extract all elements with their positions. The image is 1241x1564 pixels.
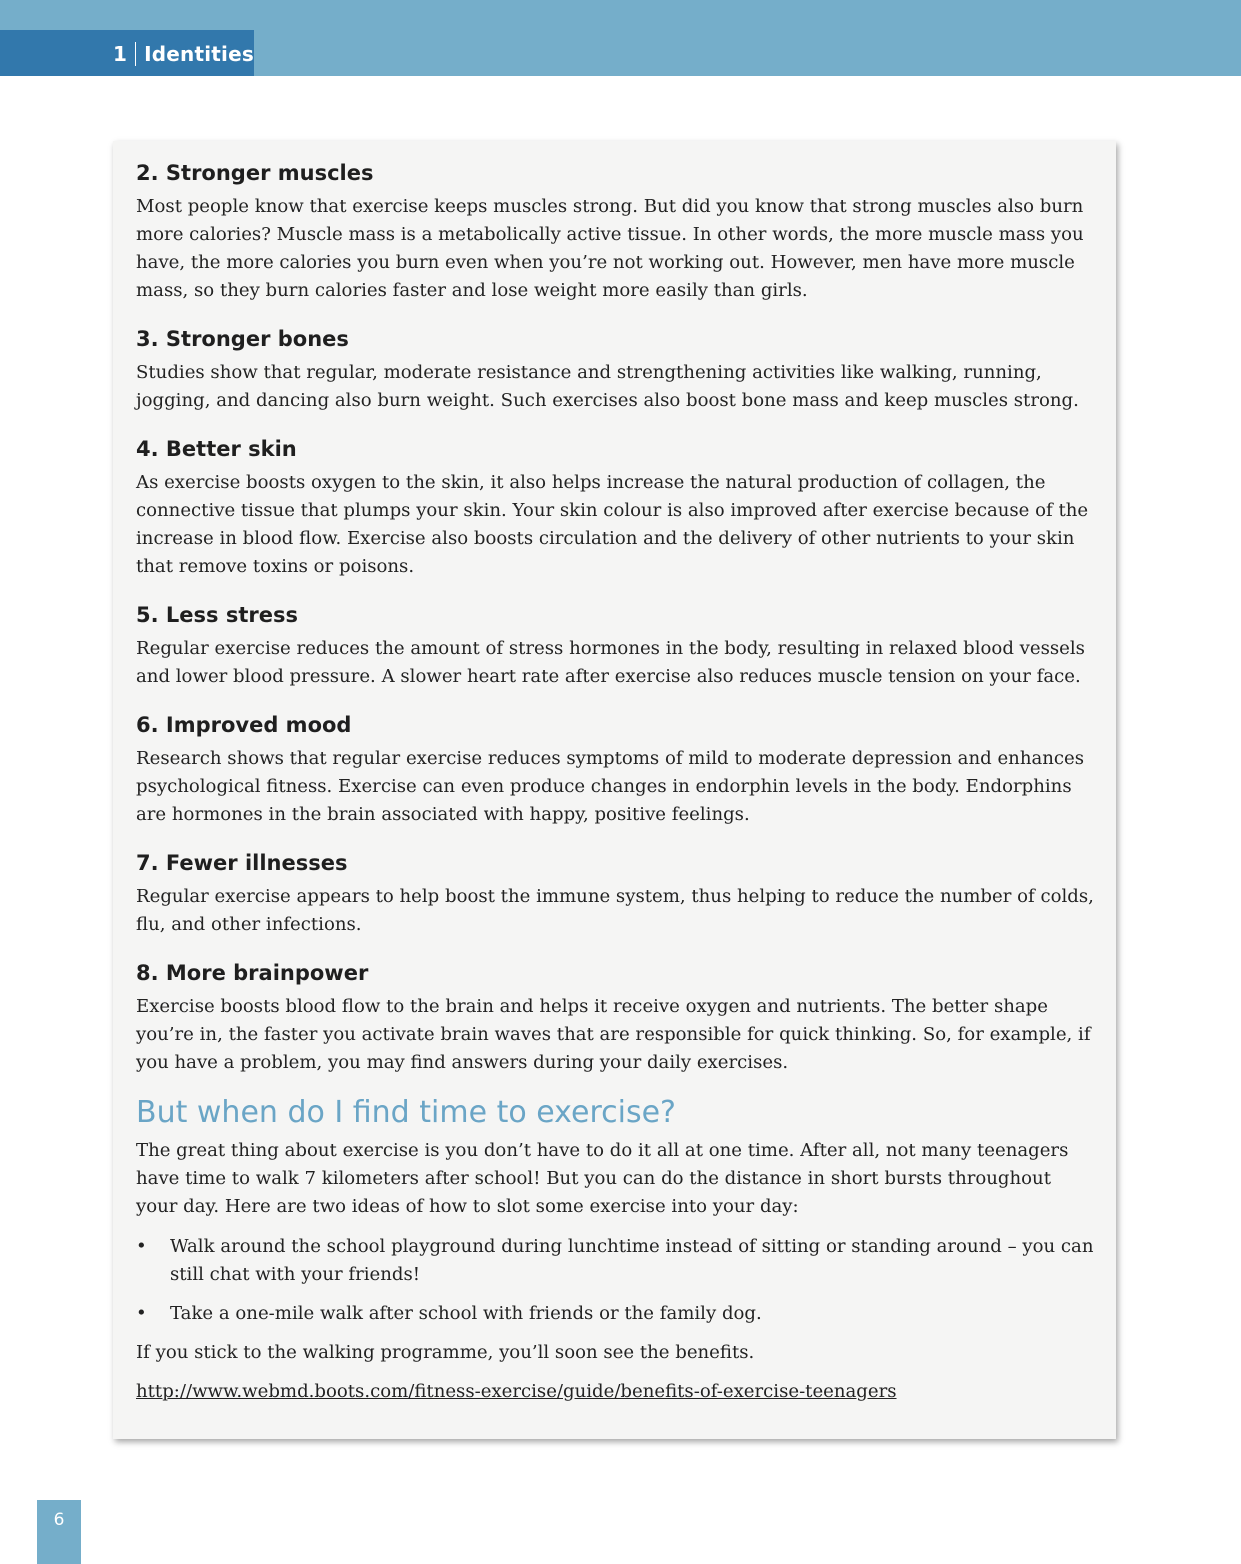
section-heading: 2. Stronger muscles <box>136 161 374 185</box>
section-improved-mood <box>136 709 1096 829</box>
bullet-icon: • <box>136 1303 147 1324</box>
section-heading: 3. Stronger bones <box>136 327 349 351</box>
exercise-ideas-list <box>136 1233 1096 1328</box>
section-body: Regular exercise reduces the amount of stress hormones in the body, resulting in relaxed blood vessels and lower blood pressure. A slower heart rate after exercise also reduces muscle tension on your face. <box>136 638 1085 687</box>
page-number: 6 <box>53 1510 65 1530</box>
section-less-stress <box>136 599 1096 691</box>
section-body: Exercise boosts blood flow to the brain and helps it receive oxygen and nutrients. The better shape you’re in, the faster you activate brain waves that are responsible for quick thinking. So, for example, if you have a problem, you may find answers during your daily exercises. <box>136 996 1091 1073</box>
content-card <box>113 141 1116 1439</box>
time-section-intro: The great thing about exercise is you don’t have to do it all at one time. After all, not many teenagers have time to walk 7 kilometers after school! But you can do the distance in short bursts throughout your day. Here are two ideas of how to slot some exercise into your day: <box>136 1140 1069 1217</box>
section-body: Regular exercise appears to help boost the immune system, thus helping to reduce the number of colds, flu, and other infections. <box>136 886 1094 935</box>
section-heading: 4. Better skin <box>136 437 297 461</box>
time-section-outro: If you stick to the walking programme, you’ll soon see the benefits. <box>136 1342 755 1363</box>
section-body: Research shows that regular exercise reduces symptoms of mild to moderate depression and enhances psychological fitness. Exercise can even produce changes in endorphin levels in the body. Endorphins are hormones in the brain associated with happy, positive feelings. <box>136 748 1085 825</box>
section-heading: 7. Fewer illnesses <box>136 851 348 875</box>
section-stronger-muscles <box>136 157 1096 305</box>
list-item <box>136 1233 1096 1289</box>
chapter-title: Identities <box>144 42 254 66</box>
source-link[interactable]: http://www.webmd.boots.com/fitness-exercise/guide/benefits-of-exercise-teenagers <box>136 1381 897 1402</box>
section-body: As exercise boosts oxygen to the skin, it also helps increase the natural production of collagen, the connective tissue that plumps your skin. Your skin colour is also improved after exercise because of the increase in blood flow. Exercise also boosts circulation and the delivery of other nutrients to your skin that remove toxins or poisons. <box>136 472 1089 577</box>
section-heading: 5. Less stress <box>136 603 298 627</box>
section-body: Most people know that exercise keeps muscles strong. But did you know that strong muscles also burn more calories? Muscle mass is a metabolically active tissue. In other words, the more muscle mass you have, the more calories you burn even when you’re not working out. However, men have more muscle mass, so they burn calories faster and lose weight more easily than girls. <box>136 196 1084 301</box>
section-body: Studies show that regular, moderate resistance and strengthening activities like walking, running, jogging, and dancing also burn weight. Such exercises also boost bone mass and keep muscles strong. <box>136 362 1079 411</box>
section-better-skin <box>136 433 1096 581</box>
list-item-text: Take a one-mile walk after school with friends or the family dog. <box>170 1303 762 1324</box>
list-item <box>136 1300 1096 1328</box>
list-item-text: Walk around the school playground during lunchtime instead of sitting or standing around – you can still chat with your friends! <box>170 1236 1094 1285</box>
chapter-label <box>113 30 254 76</box>
section-heading: 8. More brainpower <box>136 961 369 985</box>
section-stronger-bones <box>136 323 1096 415</box>
section-more-brainpower <box>136 957 1096 1077</box>
section-heading: 6. Improved mood <box>136 713 352 737</box>
time-section-heading: But when do I find time to exercise? <box>136 1095 676 1130</box>
card-content <box>136 157 1096 1406</box>
bullet-icon: • <box>136 1236 147 1257</box>
chapter-divider <box>135 42 136 66</box>
section-fewer-illnesses <box>136 847 1096 939</box>
chapter-number: 1 <box>113 42 128 66</box>
